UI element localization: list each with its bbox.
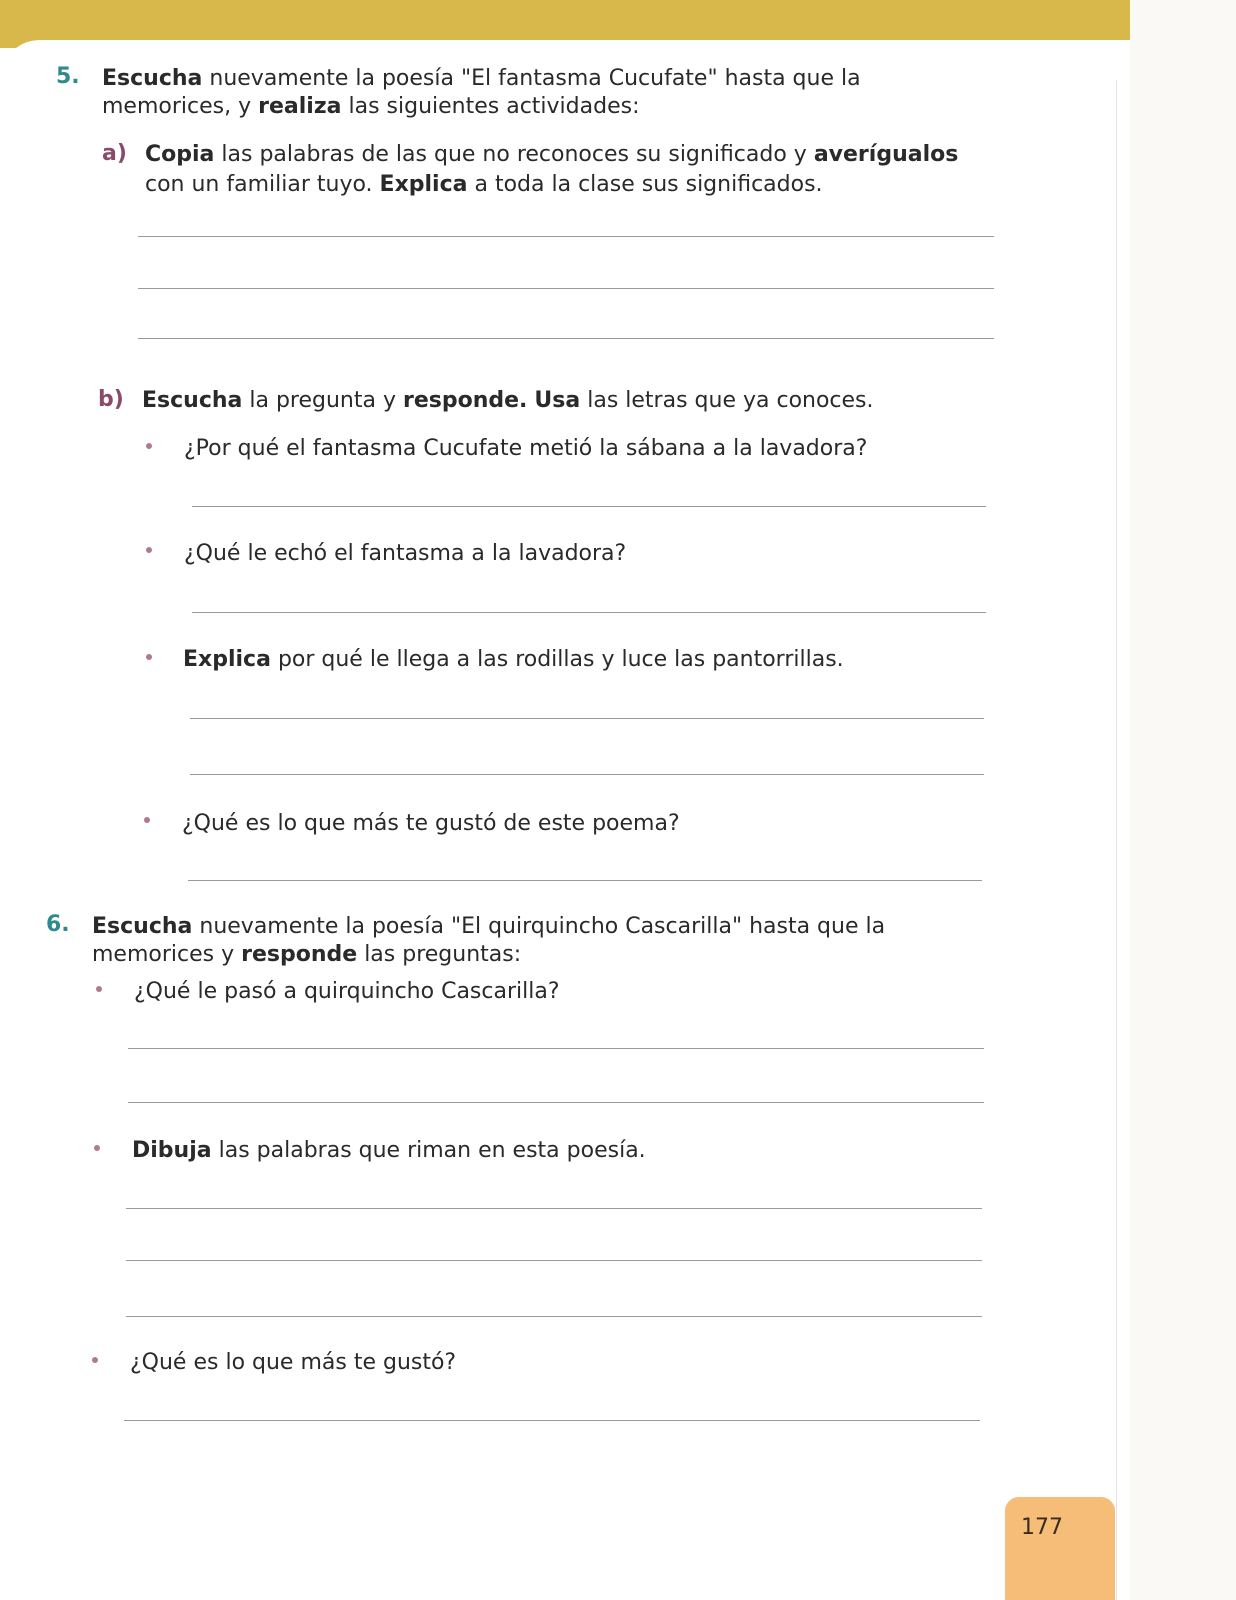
answer-line[interactable]	[126, 1316, 982, 1317]
question-6-1: ¿Qué le pasó a quirquincho Cascarilla?	[134, 979, 560, 1004]
answer-line[interactable]	[138, 236, 994, 237]
verb-escucha-b: Escucha	[142, 388, 243, 413]
question-b4: ¿Qué es lo que más te gustó de este poema?	[182, 811, 680, 836]
verb-responde: responde.	[403, 388, 528, 413]
item-a-line1	[145, 142, 958, 168]
item-b-text: la pregunta y	[249, 388, 396, 413]
bullet	[92, 1357, 98, 1363]
question-b3	[183, 647, 844, 673]
page-number: 177	[1021, 1515, 1063, 1540]
answer-line[interactable]	[192, 612, 986, 613]
verb-usa: Usa	[534, 388, 581, 413]
question-6-number: 6.	[46, 912, 70, 937]
question-b3-text: por qué le llega a las rodillas y luce las pantorrillas.	[277, 647, 844, 672]
verb-averigualos: averígualos	[813, 142, 959, 167]
page-edge	[1116, 80, 1117, 1600]
answer-line[interactable]	[138, 338, 994, 339]
bullet	[146, 547, 152, 553]
question-6-2	[132, 1138, 646, 1164]
verb-escucha-6: Escucha	[92, 914, 193, 939]
answer-line[interactable]	[188, 880, 982, 881]
question-5-line2	[102, 94, 640, 120]
verb-copia: Copia	[145, 142, 215, 167]
answer-line[interactable]	[126, 1208, 982, 1209]
question-6-text: nuevamente la poesía "El quirquincho Cascarilla" hasta que la	[199, 914, 886, 939]
question-6-3: ¿Qué es lo que más te gustó?	[130, 1350, 457, 1375]
item-b-text-2: las letras que ya conoces.	[587, 388, 874, 413]
bullet	[146, 654, 152, 660]
verb-realiza: realiza	[258, 94, 342, 119]
answer-line[interactable]	[128, 1048, 984, 1049]
item-a-text-2: con un familiar tuyo.	[145, 172, 373, 197]
answer-line[interactable]	[192, 506, 986, 507]
question-5-text: nuevamente la poesía "El fantasma Cucufate" hasta que la	[209, 66, 861, 91]
item-b-letter: b)	[98, 387, 124, 412]
question-6-2-text: las palabras que riman en esta poesía.	[218, 1138, 646, 1163]
page-number-tab	[1005, 1497, 1115, 1600]
answer-line[interactable]	[190, 718, 984, 719]
question-5-text-3: las siguientes actividades:	[348, 94, 640, 119]
item-a-line2	[145, 172, 823, 198]
question-6-line2	[92, 942, 521, 968]
answer-line[interactable]	[138, 288, 994, 289]
answer-line[interactable]	[124, 1420, 980, 1421]
question-5-text-2: memorices, y	[102, 94, 252, 119]
verb-explica-b: Explica	[183, 647, 271, 672]
question-6-line1	[92, 914, 885, 940]
item-b-line1	[142, 388, 874, 414]
bullet	[144, 817, 150, 823]
question-b2: ¿Qué le echó el fantasma a la lavadora?	[184, 541, 627, 566]
answer-line[interactable]	[190, 774, 984, 775]
verb-escucha: Escucha	[102, 66, 203, 91]
item-a-letter: a)	[102, 141, 127, 166]
verb-responde-6: responde	[241, 942, 358, 967]
question-b1: ¿Por qué el fantasma Cucufate metió la sábana a la lavadora?	[184, 436, 868, 461]
item-a-text-3: a toda la clase sus significados.	[474, 172, 823, 197]
verb-dibuja: Dibuja	[132, 1138, 212, 1163]
bullet	[96, 986, 102, 992]
question-5-number: 5.	[56, 64, 80, 89]
answer-line[interactable]	[128, 1102, 984, 1103]
bullet	[94, 1145, 100, 1151]
scan-margin	[1130, 0, 1236, 1600]
verb-explica: Explica	[379, 172, 468, 197]
item-a-text: las palabras de las que no reconoces su significado y	[221, 142, 807, 167]
answer-line[interactable]	[126, 1260, 982, 1261]
question-6-text-2: memorices y	[92, 942, 235, 967]
bullet	[146, 443, 152, 449]
question-5-line1	[102, 66, 861, 92]
question-6-text-3: las preguntas:	[364, 942, 522, 967]
